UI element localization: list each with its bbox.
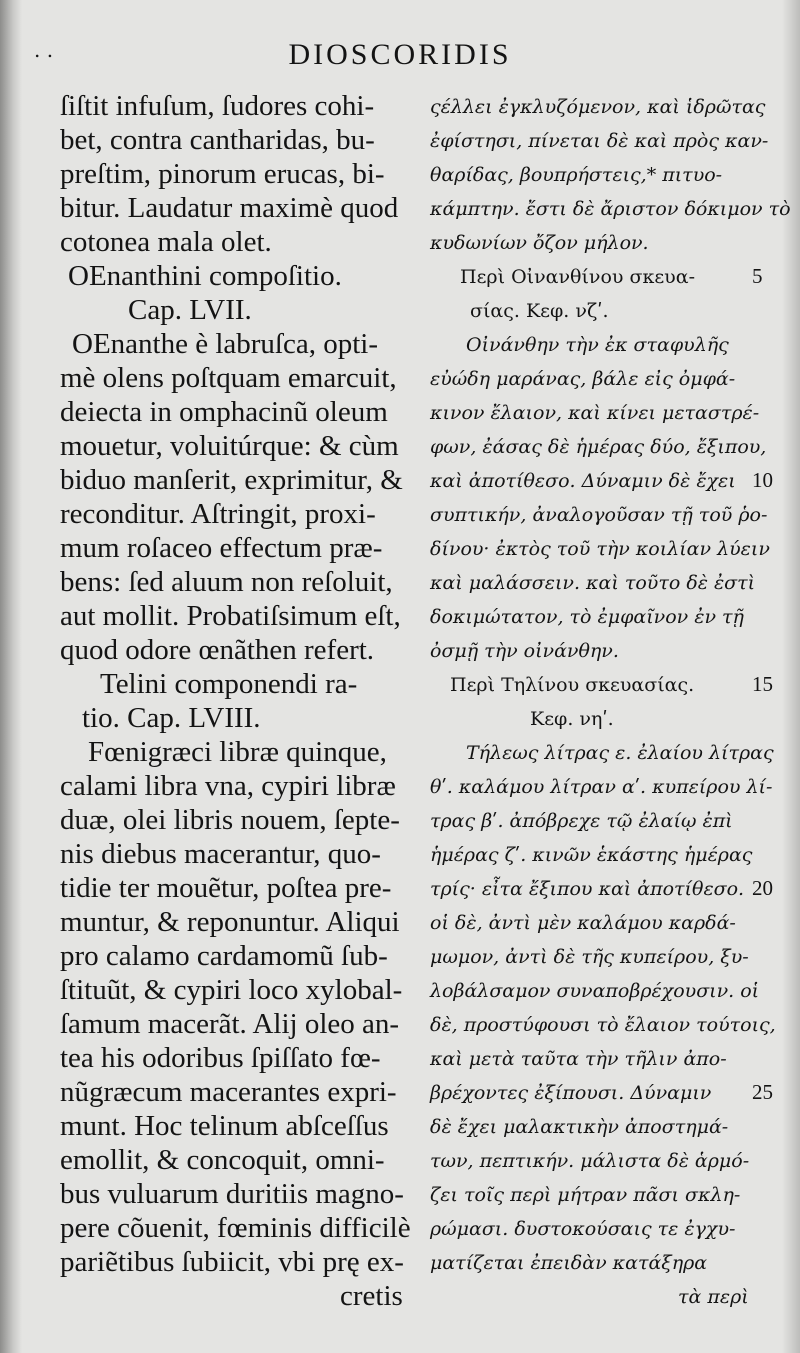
latin-line: bet, contra cantharidas, bu-	[60, 124, 375, 156]
greek-line: εὐώδη μαράνας, βάλε εἰς ὀμφά-	[430, 368, 736, 390]
greek-line: φων, ἐάσας δὲ ἡμέρας δύο, ἔξιπου,	[430, 436, 767, 458]
latin-line: bens: ſed aluum non reſoluit,	[60, 566, 393, 598]
latin-line: nis diebus macerantur, quo-	[60, 838, 381, 870]
greek-line: ἡμέρας ζʹ. κινῶν ἑκάστης ἡμέρας	[430, 844, 753, 866]
latin-line: munt. Hoc telinum abſceſſus	[60, 1110, 389, 1142]
margin-line-number: 5	[752, 264, 763, 288]
greek-line: τρίς· εἶτα ἔξιπου καὶ ἀποτίθεσο.	[430, 878, 745, 900]
latin-line: mum roſaceo effectum præ-	[60, 532, 383, 564]
greek-line: δίνου· ἐκτὸς τοῦ τὴν κοιλίαν λύειν	[430, 538, 770, 560]
latin-line: ſiſtit infuſum, ſudores cohi-	[60, 90, 375, 122]
latin-line: quod odore œnãthen refert.	[60, 634, 375, 666]
greek-line: ἐφίστησι, πίνεται δὲ καὶ πρὸς καν-	[430, 130, 769, 152]
greek-heading-line: Περὶ Τηλίνου σκευασίας.	[450, 674, 695, 696]
latin-line: Telini componendi ra-	[100, 668, 358, 700]
greek-line: των, πεπτικήν. μάλιστα δὲ ἁρμό-	[430, 1150, 750, 1172]
greek-line: τὰ περὶ	[678, 1286, 749, 1308]
latin-line: OEnanthini compoſitio.	[68, 260, 342, 292]
greek-line: καὶ μετὰ ταῦτα τὴν τῆλιν ἀπο-	[430, 1048, 727, 1070]
latin-line: aut mollit. Probatiſsimum eſt,	[60, 600, 401, 632]
latin-line: bus vuluarum duritiis magno-	[60, 1178, 404, 1210]
greek-line: βρέχοντες ἐξίπουσι. Δύναμιν	[430, 1082, 712, 1104]
latin-line: biduo manſerit, exprimitur, &	[60, 464, 403, 496]
greek-line: συπτικήν, ἀναλογοῦσαν τῇ τοῦ ῥο-	[430, 504, 768, 526]
greek-line: ὀσμῇ τὴν οἰνάνθην.	[430, 640, 619, 662]
running-title: DIOSCORIDIS	[288, 38, 512, 71]
greek-line: Τήλεως λίτρας ε. ἐλαίου λίτρας	[466, 742, 774, 764]
latin-line: Fœnigræci libræ quinque,	[88, 736, 387, 768]
latin-line: pariẽtibus ſubiicit, vbi prę ex-	[60, 1246, 404, 1278]
greek-line: καὶ μαλάσσειν. καὶ τοῦτο δὲ ἐστὶ	[430, 572, 756, 594]
latin-line: pro calamo cardamomũ ſub-	[60, 940, 388, 972]
margin-line-number: 15	[752, 672, 773, 696]
latin-line: pere cõuenit, fœminis difficilè	[60, 1212, 411, 1244]
greek-line: μωμον, ἀντὶ δὲ τῆς κυπείρου, ξυ-	[430, 946, 749, 968]
greek-line: δὲ ἔχει μαλακτικὴν ἀποστημά-	[430, 1116, 729, 1138]
greek-line: θαρίδας, βουπρήστεις,* πιτυο-	[430, 164, 723, 186]
margin-line-number: 20	[752, 876, 773, 900]
greek-line: ματίζεται ἐπειδὰν κατάξηρα	[430, 1252, 708, 1274]
latin-line: deiecta in omphacinũ oleum	[60, 396, 388, 428]
page-ornament-dots: . .	[34, 38, 54, 62]
latin-line: ſtituũt, & cypiri loco xylobal-	[60, 974, 403, 1006]
greek-line: δοκιμώτατον, τὸ ἐμφαῖνον ἐν τῇ	[430, 606, 744, 628]
greek-line: λοβάλσαμον συναποβρέχουσιν. οἱ	[430, 980, 760, 1002]
greek-line: τρας βʹ. ἀπόβρεχε τῷ ἐλαίῳ ἐπὶ	[430, 810, 733, 832]
latin-line: mè olens poſtquam emarcuit,	[60, 362, 397, 394]
greek-heading-line: Περὶ Οἰνανθίνου σκευα-	[460, 266, 695, 288]
latin-line: nũgræcum macerantes expri-	[60, 1076, 397, 1108]
greek-line: ζει τοῖς περὶ μήτραν πᾶσι σκλη-	[430, 1184, 741, 1206]
margin-line-number: 10	[752, 468, 773, 492]
latin-line: cretis	[340, 1280, 403, 1312]
page-gutter-shadow	[0, 0, 22, 1353]
latin-line: ſamum macerãt. Alij oleo an-	[60, 1008, 400, 1040]
latin-line: reconditur. Aſtringit, proxi-	[60, 498, 376, 530]
greek-line: καὶ ἀποτίθεσο. Δύναμιν δὲ ἔχει	[430, 470, 736, 492]
latin-line: preſtim, pinorum erucas, bi-	[60, 158, 385, 190]
greek-line: ςέλλει ἐγκλυζόμενον, καὶ ἱδρῶτας	[430, 96, 766, 118]
greek-line: Οἰνάνθην τὴν ἐκ σταφυλῆς	[466, 334, 729, 356]
latin-line: duæ, olei libris nouem, ſepte-	[60, 804, 400, 836]
latin-line: calami libra vna, cypiri libræ	[60, 770, 396, 802]
greek-line: ρώμασι. δυστοκούσαις τε ἐγχυ-	[430, 1218, 736, 1240]
latin-line: mouetur, voluitúrque: & cùm	[60, 430, 399, 462]
greek-line: κάμπτην. ἔστι δὲ ἄριστον δόκιμον τὸ	[430, 198, 791, 220]
greek-line: κινον ἔλαιον, καὶ κίνει μεταστρέ-	[430, 402, 760, 424]
greek-line: οἱ δὲ, ἀντὶ μὲν καλάμου καρδά-	[430, 912, 736, 934]
greek-line: θʹ. καλάμου λίτραν αʹ. κυπείρου λί-	[430, 776, 773, 798]
greek-heading-line: σίας. Κεφ. νζʹ.	[470, 300, 609, 322]
greek-line: κυδωνίων ὄζον μήλον.	[430, 232, 649, 254]
latin-line: tio. Cap. LVIII.	[82, 702, 261, 734]
latin-line: tea his odoribus ſpiſſato fœ-	[60, 1042, 381, 1074]
latin-line: bitur. Laudatur maximè quod	[60, 192, 399, 224]
latin-line: OEnanthe è labruſca, opti-	[72, 328, 378, 360]
latin-line: cotonea mala olet.	[60, 226, 272, 258]
greek-heading-line: Κεφ. νηʹ.	[530, 708, 614, 730]
latin-line: Cap. LVII.	[128, 294, 252, 326]
latin-line: tidie ter mouẽtur, poſtea pre-	[60, 872, 392, 904]
latin-line: emollit, & concoquit, omni-	[60, 1144, 385, 1176]
greek-line: δὲ, προστύφουσι τὸ ἔλαιον τούτοις,	[430, 1014, 776, 1036]
latin-line: muntur, & reponuntur. Aliqui	[60, 906, 400, 938]
margin-line-number: 25	[752, 1080, 773, 1104]
